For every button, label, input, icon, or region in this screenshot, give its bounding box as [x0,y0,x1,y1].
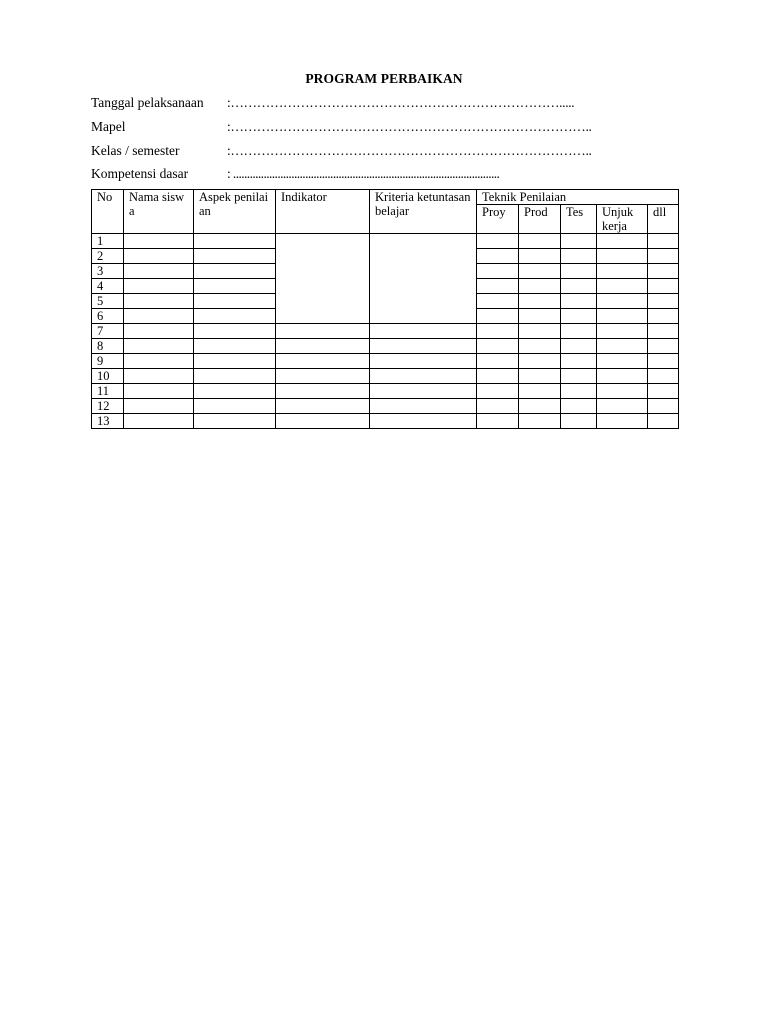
field-kompetensi-dasar [91,166,499,182]
cell-dll[interactable] [648,294,679,309]
cell-dll[interactable] [648,369,679,384]
cell-nama-siswa[interactable] [124,399,194,414]
row-number: 9 [92,354,124,369]
cell-prod[interactable] [519,324,561,339]
cell-kriteria[interactable] [370,324,477,339]
table-row [92,414,679,429]
row-number: 8 [92,339,124,354]
header-aspek-penilaian: Aspek penilaian [194,190,276,234]
row-number: 1 [92,234,124,249]
cell-aspek-penilaian[interactable] [194,339,276,354]
cell-prod[interactable] [519,309,561,324]
cell-aspek-penilaian[interactable] [194,264,276,279]
table-row [92,339,679,354]
cell-indikator[interactable] [276,399,370,414]
cell-prod[interactable] [519,249,561,264]
cell-prod[interactable] [519,414,561,429]
cell-tes[interactable] [561,309,597,324]
header-indikator: Indikator [276,190,370,234]
cell-tes[interactable] [561,384,597,399]
cell-aspek-penilaian[interactable] [194,369,276,384]
page-title: PROGRAM PERBAIKAN [305,71,463,86]
cell-proy[interactable] [477,249,519,264]
cell-prod[interactable] [519,279,561,294]
cell-aspek-penilaian[interactable] [194,324,276,339]
cell-dll[interactable] [648,384,679,399]
field-value-line: : ................................................................................................ [227,166,500,181]
cell-proy[interactable] [477,339,519,354]
table-row [92,369,679,384]
cell-nama-siswa[interactable] [124,414,194,429]
cell-prod[interactable] [519,294,561,309]
cell-dll[interactable] [648,414,679,429]
row-number: 6 [92,309,124,324]
cell-dll[interactable] [648,354,679,369]
cell-prod[interactable] [519,339,561,354]
cell-proy[interactable] [477,234,519,249]
cell-proy[interactable] [477,309,519,324]
field-tanggal-pelaksanaan [91,95,574,111]
field-mapel [91,119,592,135]
cell-proy[interactable] [477,324,519,339]
cell-nama-siswa[interactable] [124,249,194,264]
cell-prod[interactable] [519,354,561,369]
cell-kriteria[interactable] [370,399,477,414]
cell-dll[interactable] [648,309,679,324]
cell-unjuk-kerja[interactable] [597,369,648,384]
table-header-row [92,190,679,205]
cell-proy[interactable] [477,369,519,384]
field-kelas-semester [91,143,592,159]
field-label: Tanggal pelaksanaan [91,95,204,110]
row-number: 3 [92,264,124,279]
cell-unjuk-kerja[interactable] [597,354,648,369]
cell-unjuk-kerja[interactable] [597,309,648,324]
row-number: 7 [92,324,124,339]
cell-kriteria[interactable] [370,384,477,399]
field-value-line: :…………………………………………………………………..... [227,95,575,110]
header-kriteria: Kriteria ketuntasan belajar [370,190,477,234]
cell-dll[interactable] [648,249,679,264]
cell-indikator[interactable] [276,339,370,354]
cell-prod[interactable] [519,234,561,249]
cell-proy[interactable] [477,384,519,399]
cell-dll[interactable] [648,339,679,354]
field-label: Mapel [91,119,126,134]
cell-unjuk-kerja[interactable] [597,324,648,339]
cell-tes[interactable] [561,279,597,294]
cell-tes[interactable] [561,354,597,369]
row-number: 10 [92,369,124,384]
cell-kriteria[interactable] [370,354,477,369]
cell-nama-siswa[interactable] [124,234,194,249]
cell-tes[interactable] [561,369,597,384]
cell-nama-siswa[interactable] [124,324,194,339]
cell-indikator[interactable] [276,414,370,429]
field-value-line: :……………………………………………………………………….. [227,119,592,134]
cell-nama-siswa[interactable] [124,369,194,384]
cell-aspek-penilaian[interactable] [194,294,276,309]
cell-unjuk-kerja[interactable] [597,294,648,309]
header-no: No [92,190,124,234]
cell-proy[interactable] [477,264,519,279]
table-row [92,399,679,414]
row-number: 5 [92,294,124,309]
cell-kriteria-merged[interactable] [370,234,477,324]
cell-indikator[interactable] [276,324,370,339]
cell-nama-siswa[interactable] [124,264,194,279]
header-dll: dll [648,205,679,234]
cell-aspek-penilaian[interactable] [194,399,276,414]
cell-indikator-merged[interactable] [276,234,370,324]
assessment-table [91,189,679,429]
cell-indikator[interactable] [276,354,370,369]
cell-aspek-penilaian[interactable] [194,354,276,369]
cell-tes[interactable] [561,399,597,414]
cell-nama-siswa[interactable] [124,354,194,369]
cell-nama-siswa[interactable] [124,339,194,354]
cell-aspek-penilaian[interactable] [194,384,276,399]
table-row [92,324,679,339]
cell-proy[interactable] [477,294,519,309]
cell-indikator[interactable] [276,384,370,399]
cell-tes[interactable] [561,324,597,339]
cell-prod[interactable] [519,369,561,384]
cell-unjuk-kerja[interactable] [597,339,648,354]
cell-dll[interactable] [648,264,679,279]
cell-aspek-penilaian[interactable] [194,309,276,324]
cell-unjuk-kerja[interactable] [597,384,648,399]
cell-kriteria[interactable] [370,414,477,429]
cell-dll[interactable] [648,279,679,294]
cell-aspek-penilaian[interactable] [194,249,276,264]
header-tes: Tes [561,205,597,234]
row-number: 12 [92,399,124,414]
header-prod: Prod [519,205,561,234]
table-row [92,234,679,249]
cell-prod[interactable] [519,399,561,414]
header-proy: Proy [477,205,519,234]
header-unjuk-kerja: Unjuk kerja [597,205,648,234]
cell-aspek-penilaian[interactable] [194,414,276,429]
table-row [92,384,679,399]
cell-prod[interactable] [519,384,561,399]
cell-nama-siswa[interactable] [124,384,194,399]
cell-dll[interactable] [648,399,679,414]
cell-proy[interactable] [477,399,519,414]
cell-prod[interactable] [519,264,561,279]
cell-dll[interactable] [648,234,679,249]
row-number: 13 [92,414,124,429]
cell-tes[interactable] [561,414,597,429]
cell-indikator[interactable] [276,369,370,384]
cell-aspek-penilaian[interactable] [194,279,276,294]
cell-unjuk-kerja[interactable] [597,399,648,414]
cell-tes[interactable] [561,339,597,354]
cell-unjuk-kerja[interactable] [597,279,648,294]
cell-unjuk-kerja[interactable] [597,234,648,249]
row-number: 4 [92,279,124,294]
cell-tes[interactable] [561,264,597,279]
row-number: 11 [92,384,124,399]
cell-kriteria[interactable] [370,369,477,384]
cell-unjuk-kerja[interactable] [597,249,648,264]
cell-nama-siswa[interactable] [124,279,194,294]
cell-nama-siswa[interactable] [124,294,194,309]
cell-proy[interactable] [477,414,519,429]
header-nama-siswa: Nama siswa [124,190,194,234]
cell-unjuk-kerja[interactable] [597,414,648,429]
cell-proy[interactable] [477,354,519,369]
row-number: 2 [92,249,124,264]
field-label: Kelas / semester [91,143,180,158]
cell-aspek-penilaian[interactable] [194,234,276,249]
cell-nama-siswa[interactable] [124,309,194,324]
cell-tes[interactable] [561,234,597,249]
cell-tes[interactable] [561,249,597,264]
cell-dll[interactable] [648,324,679,339]
table-row [92,354,679,369]
field-value-line: :……………………………………………………………………….. [227,143,592,158]
cell-proy[interactable] [477,279,519,294]
field-label: Kompetensi dasar [91,166,189,181]
cell-unjuk-kerja[interactable] [597,264,648,279]
header-teknik-penilaian: Teknik Penilaian [477,190,679,205]
cell-tes[interactable] [561,294,597,309]
cell-kriteria[interactable] [370,339,477,354]
